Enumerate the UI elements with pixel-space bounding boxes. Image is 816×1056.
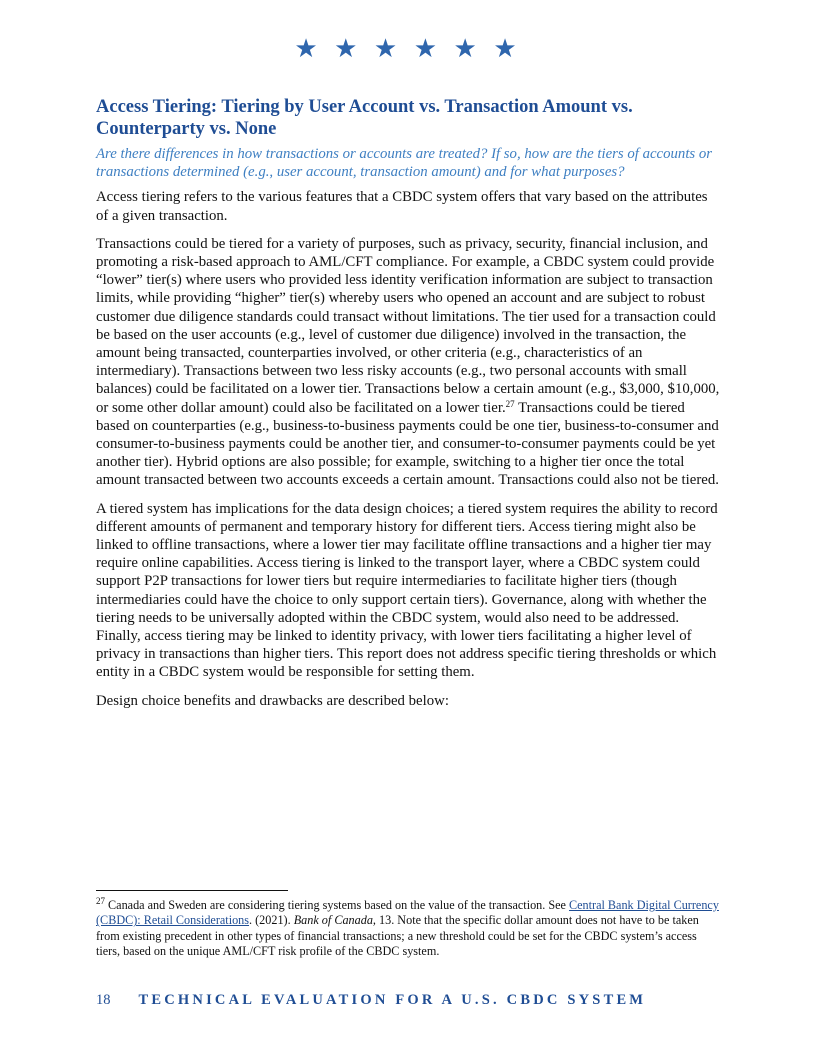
paragraph-text: Transactions could be tiered for a variety of purposes, such as privacy, security, financial inclusion, and promoting a risk-based approach to AML/CFT compliance. For example, a CBDC system could provide “lower” tier(s) where users who provided less identity verification information are subject to transaction limits, while providing “higher” tier(s) whereby users who opened an account and are subject to robust customer due diligence standards could transact without limitations. The tier used for a transaction could be based on the user accounts (e.g., level of customer due diligence) involved in the transaction, the amount being transacted, counterparties involved, or other criteria (e.g., characteristics of an intermediary). Transactions between two less risky accounts (e.g., two personal accounts with small balances) could be facilitated on a lower tier. Transactions below a certain amount (e.g., $3,000, $10,000, or some other dollar amount) could also be facilitated on a lower tier. [96, 235, 720, 416]
footnote [96, 898, 722, 960]
footnote-reference[interactable]: 27 [505, 398, 515, 409]
footnote-divider [96, 890, 288, 891]
document-title: TECHNICAL EVALUATION FOR A U.S. CBDC SYSTEM [138, 992, 647, 1008]
paragraph-text: Transactions could be tiered based on counterparties (e.g., business-to-business payments could be one tier, business-to-consumer and consumer-to-business payments could be another tier, and consumer-to-consumer payments could be yet another tier). Hybrid options are also possible; for example, switching to a higher tier once the total amount transacted between two accounts exceeds a certain amount. Transactions could also not be tiered. [96, 399, 719, 489]
paragraph-tiering-purposes [96, 235, 722, 490]
page-footer [96, 990, 736, 1010]
paragraph-intro-benefits: Design choice benefits and drawbacks are described below: [96, 692, 449, 709]
section-heading: Access Tiering: Tiering by User Account vs. Transaction Amount vs. Counterparty vs. None [96, 97, 633, 139]
guiding-question: Are there differences in how transactions or accounts are treated? If so, how are the tiers of accounts or transactions determined (e.g., user account, transaction amount) and for what purposes? [96, 146, 713, 181]
footnote-text: Canada and Sweden are considering tiering systems based on the value of the transaction. See [105, 898, 569, 912]
footnote-text: 13. Note that the specific dollar amount does not have to be taken from existing precedent in other types of financial transactions; a new threshold could be set for the CBDC system’s access tiers, based on the unique AML/CFT risk profile of the CBDC system. [96, 913, 699, 959]
paragraph-definition: Access tiering refers to the various features that a CBDC system offers that vary based on the attributes of a given transaction. [96, 189, 708, 224]
paragraph-implications: A tiered system has implications for the data design choices; a tiered system requires the ability to record different amounts of permanent and temporary history for different tiers. Access tiering might also be linked to offline transactions, where a lower tier may facilitate offline transactions and a higher tier may require online capabilities. Access tiering is linked to the transport layer, where a CBDC system could support P2P transactions for lower tiers but require intermediaries to facilitate higher tiers (though intermediaries could have the choice to only support certain tiers). Governance, along with whether the tiering needs to be universally adopted within the CBDC system, would also need to be addressed. Finally, access tiering may be linked to identity privacy, with lower tiers facilitating a higher level of privacy in transactions than higher tiers. This report does not address specific tiering thresholds or which entity in a CBDC system would be responsible for setting them. [96, 500, 718, 681]
footnote-text: . (2021). [249, 913, 294, 928]
footnote-link[interactable]: Central Bank Digital Currency (CBDC): Retail Considerations [96, 898, 719, 928]
page-number: 18 [96, 992, 111, 1008]
main-content [96, 96, 722, 710]
footnote-number: 27 [96, 896, 105, 906]
footnote-source: Bank of Canada, [293, 913, 376, 928]
decorative-stars: ★ ★ ★ ★ ★ ★ [294, 34, 522, 63]
